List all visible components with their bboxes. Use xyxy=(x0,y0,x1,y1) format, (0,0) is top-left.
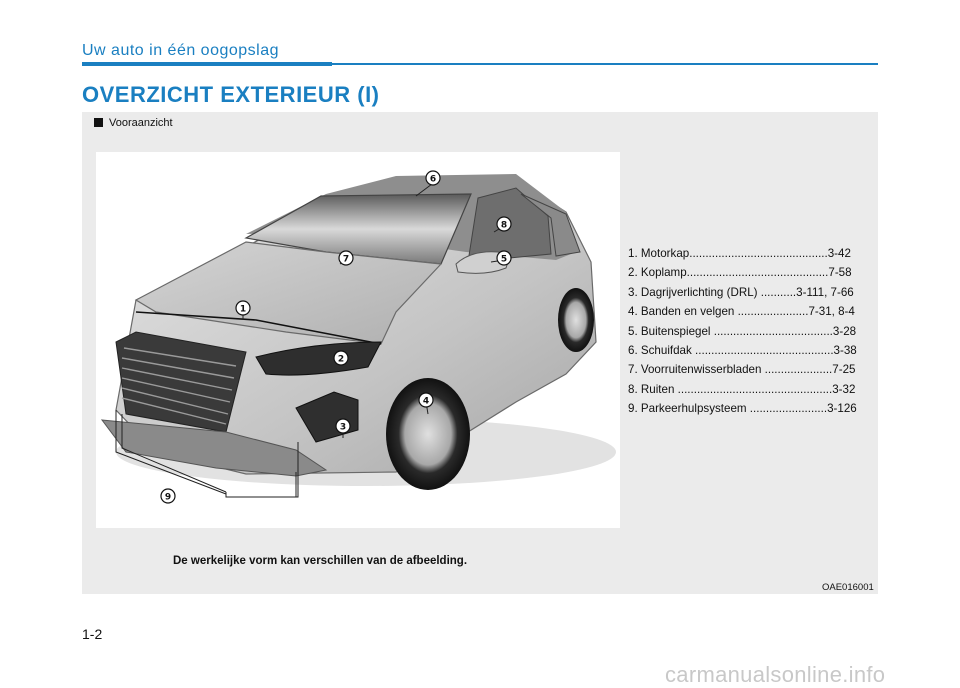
disclaimer: De werkelijke vorm kan verschillen van de afbeelding. xyxy=(173,555,468,567)
legend-item: 8. Ruiten ................................................3-32 xyxy=(628,382,856,396)
callout-2: 2 xyxy=(337,354,345,365)
callout-4: 4 xyxy=(422,396,430,407)
callout-3: 3 xyxy=(339,422,347,433)
legend-item: 9. Parkeerhulpsysteem ........................3-126 xyxy=(628,402,857,416)
legend-item: 1. Motorkap...........................................3-42 xyxy=(628,247,851,260)
callout-1: 1 xyxy=(239,304,247,315)
callout-7: 7 xyxy=(342,254,350,265)
image-code: OAE016001 xyxy=(822,582,874,593)
watermark[interactable]: carmanualsonline.info xyxy=(665,662,886,687)
section-divider-accent xyxy=(82,62,332,66)
callout-6: 6 xyxy=(429,174,437,185)
legend-item: 5. Buitenspiegel .....................................3-28 xyxy=(628,324,857,338)
section-title: Uw auto in één oogopslag xyxy=(82,42,280,59)
callout-8: 8 xyxy=(500,220,508,231)
view-label xyxy=(94,117,173,129)
legend-list xyxy=(628,244,886,419)
legend-item: 2. Koplamp............................................7-58 xyxy=(628,266,852,280)
legend-item: 4. Banden en velgen ......................7-31, 8-4 xyxy=(628,305,855,319)
legend-item: 6. Schuifdak ...........................................3-38 xyxy=(628,343,857,357)
legend-item: 3. Dagrijverlichting (DRL) ...........3-111, 7-66 xyxy=(628,285,854,299)
view-label-text: Vooraanzicht xyxy=(109,117,173,129)
callout-9: 9 xyxy=(164,492,172,503)
callout-5: 5 xyxy=(500,254,508,265)
legend-item: 7. Voorruitenwisserbladen .....................7-25 xyxy=(628,363,856,377)
page-heading: OVERZICHT EXTERIEUR (I) xyxy=(82,82,380,107)
square-bullet-icon xyxy=(94,118,103,127)
page-number: 1-2 xyxy=(82,626,103,642)
car-illustration xyxy=(96,152,620,528)
